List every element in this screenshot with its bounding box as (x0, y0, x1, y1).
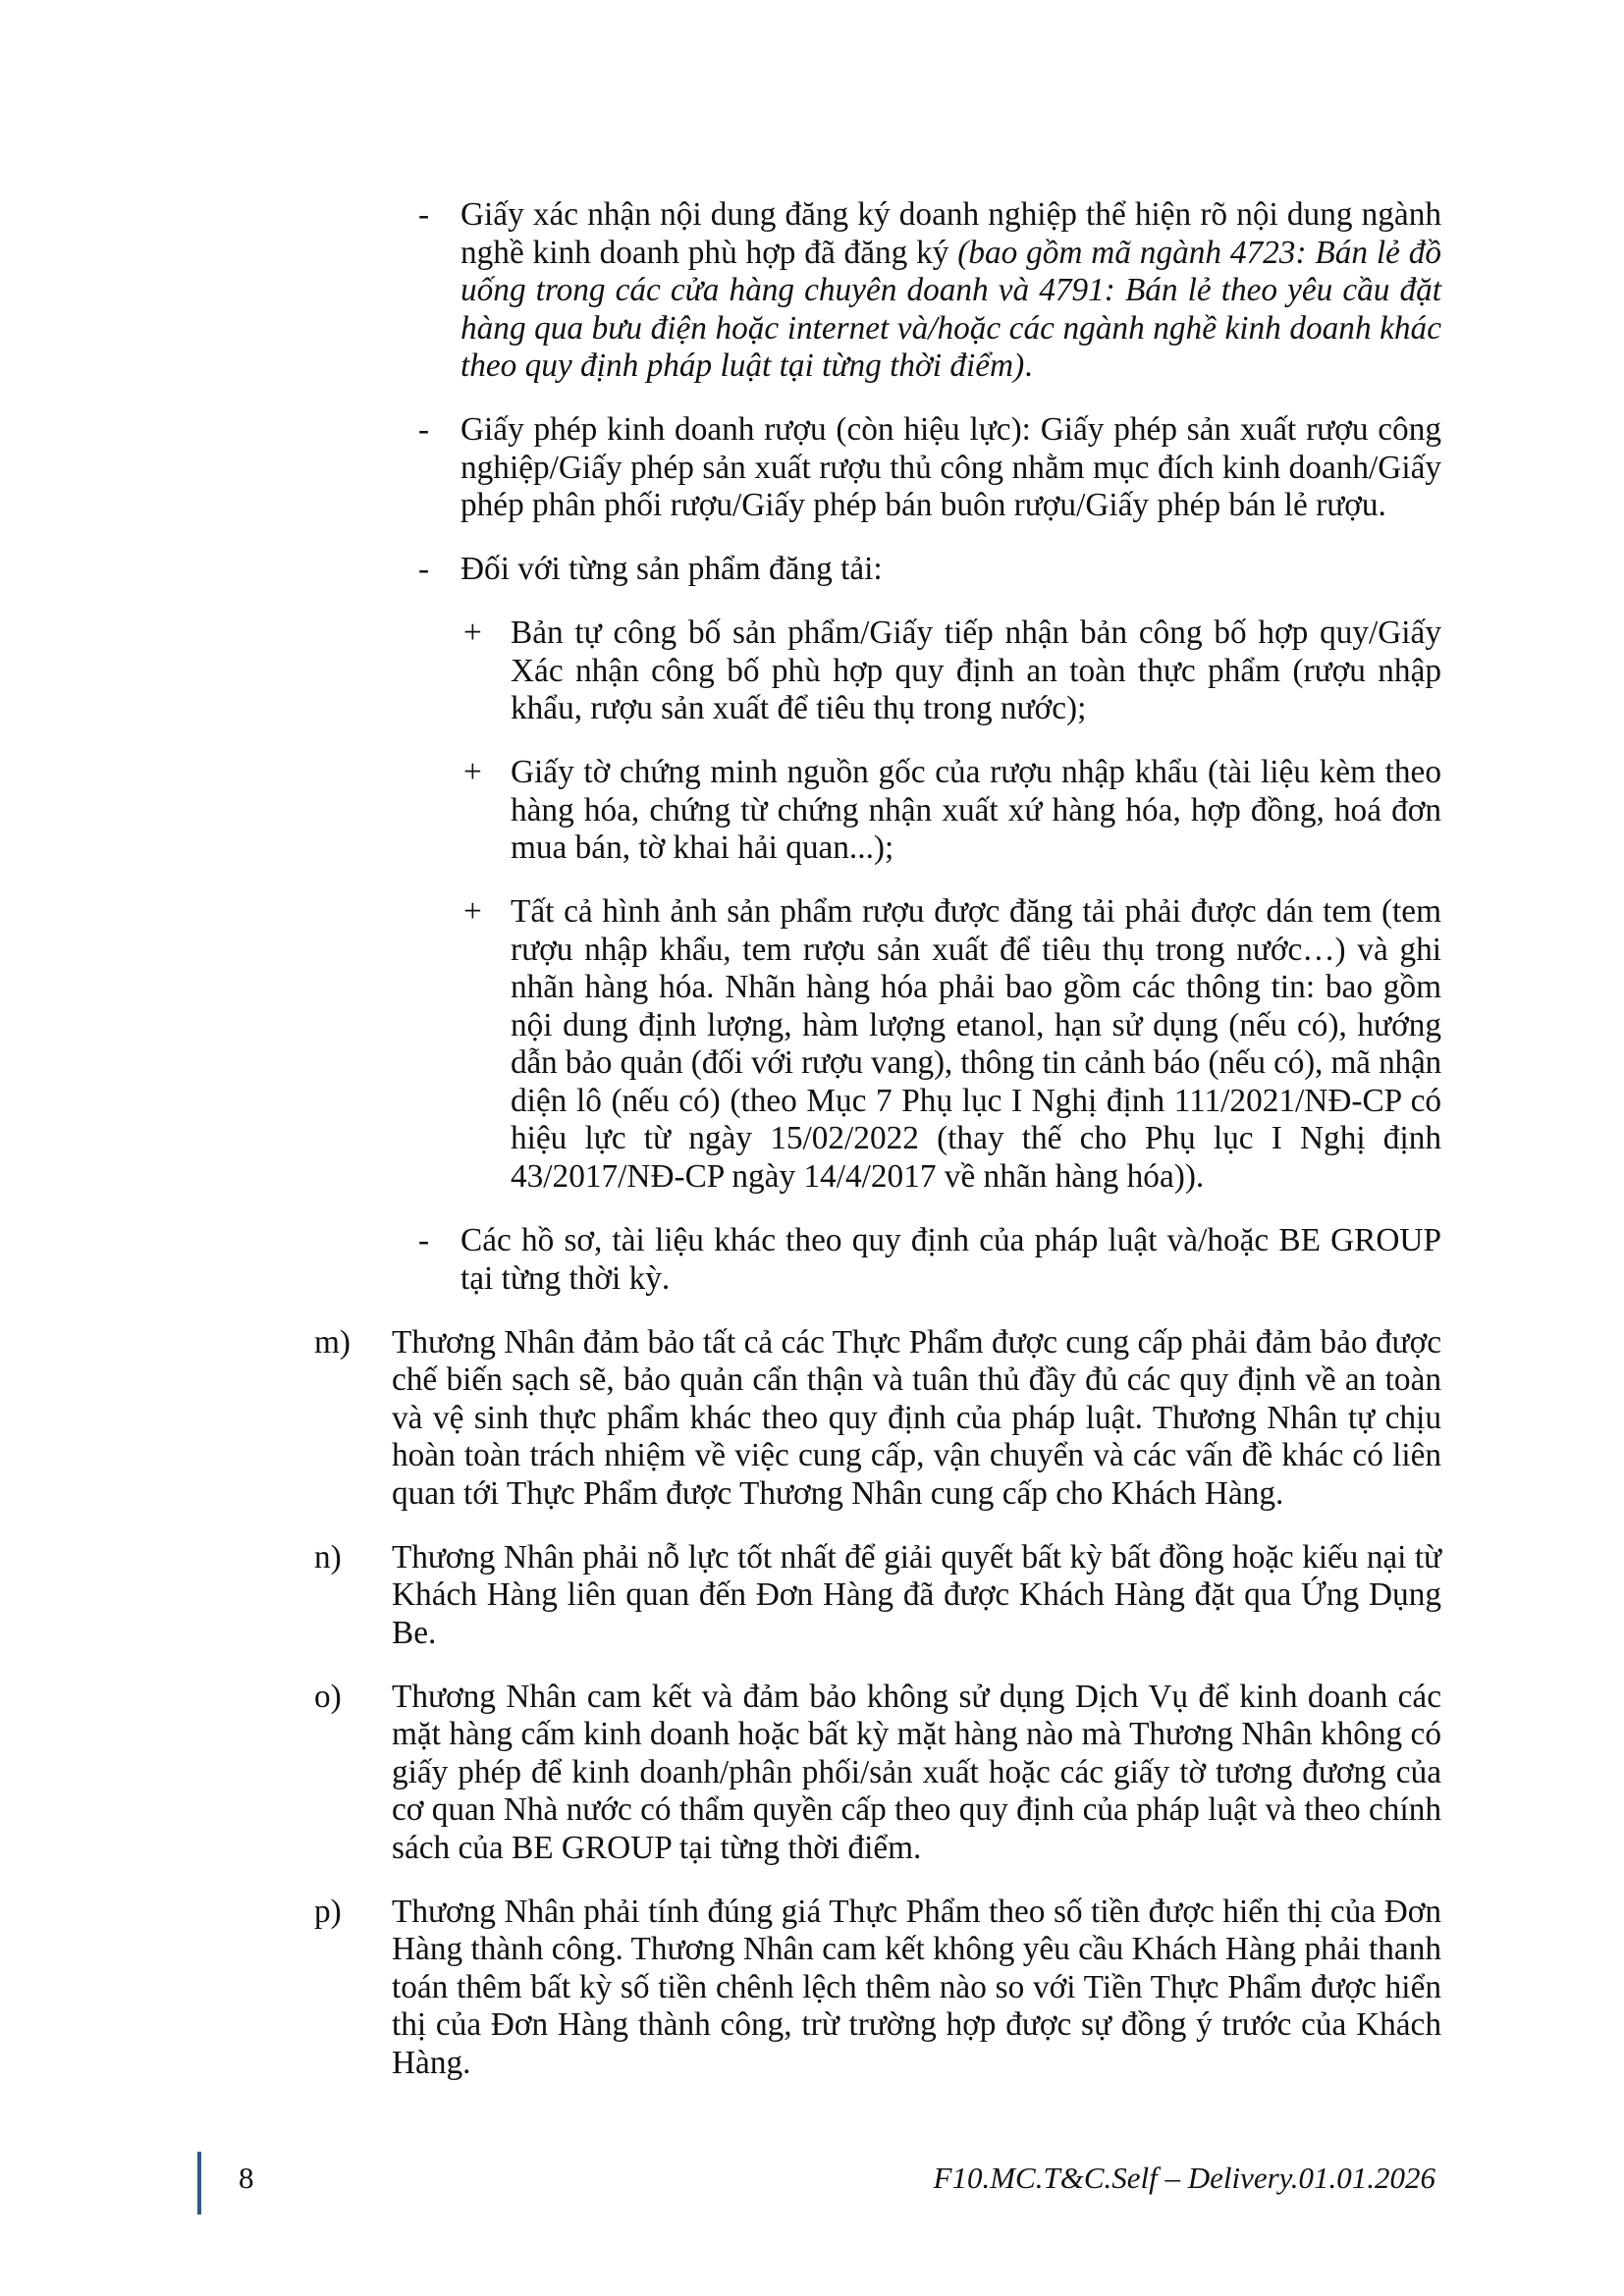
list-item-dash (0, 411, 1624, 525)
text-line: Be. (392, 1614, 437, 1651)
text-line: Giấy xác nhận nội dung đăng ký doanh nghiệp thể hiện rõ nội dung ngành (460, 196, 1441, 233)
text-segment: (bao gồm mã ngành 4723: Bán lẻ đồ (957, 234, 1441, 271)
text-line: cơ quan Nhà nước có thẩm quyền cấp theo quy định của pháp luật và theo chính (392, 1791, 1441, 1829)
list-marker: + (463, 754, 482, 791)
text-line: 43/2017/NĐ-CP ngày 14/4/2017 về nhãn hàng hóa)). (511, 1157, 1205, 1195)
text-line: Thương Nhân phải tính đúng giá Thực Phẩm theo số tiền được hiển thị của Đơn (392, 1893, 1441, 1930)
text-segment: nghề kinh doanh phù hợp đã đăng ký (460, 234, 958, 271)
text-segment: theo quy định pháp luật tại từng thời điểm) (460, 347, 1025, 384)
text-line: Thương Nhân cam kết và đảm bảo không sử dụng Dịch Vụ để kinh doanh các (392, 1678, 1441, 1715)
text-line (460, 235, 1441, 273)
text-line: toán thêm bất kỳ số tiền chênh lệch thêm nào so với Tiền Thực Phẩm được hiển (392, 1968, 1441, 2005)
text-line: Thương Nhân đảm bảo tất cả các Thực Phẩm được cung cấp phải đảm bảo được (392, 1323, 1441, 1361)
list-item-dash (0, 551, 1624, 589)
list-marker: - (418, 551, 430, 588)
text-line: Giấy tờ chứng minh nguồn gốc của rượu nhập khẩu (tài liệu kèm theo (511, 754, 1441, 791)
item-text (392, 1539, 1441, 1653)
text-segment: hàng qua bưu điện hoặc internet và/hoặc các ngành nghề kinh doanh khác (460, 309, 1441, 347)
item-text (460, 1222, 1441, 1298)
list-item-letter (0, 1539, 1624, 1653)
text-line (460, 347, 1441, 386)
list-marker: p) (314, 1893, 342, 1930)
text-line: Khách Hàng liên quan đến Đơn Hàng đã được Khách Hàng đặt qua Ứng Dụng (392, 1576, 1441, 1614)
text-line: Hàng thành công. Thương Nhân cam kết không yêu cầu Khách Hàng phải thanh (392, 1931, 1441, 1968)
text-line: sách của BE GROUP tại từng thời điểm. (392, 1829, 922, 1866)
list-marker: m) (314, 1323, 351, 1361)
item-text (511, 893, 1441, 1196)
document-body (0, 196, 1624, 2109)
text-line: hiệu lực từ ngày 15/02/2022 (thay thế cho Phụ lục I Nghị định (511, 1120, 1441, 1157)
list-marker: n) (314, 1538, 342, 1575)
list-item-dash (0, 196, 1624, 386)
item-text (460, 196, 1441, 386)
text-line: Xác nhận công bố phù hợp quy định an toàn thực phẩm (rượu nhập (511, 652, 1441, 689)
text-line: mua bán, tờ khai hải quan...); (511, 829, 894, 867)
text-line: chế biến sạch sẽ, bảo quản cẩn thận và tuân thủ đầy đủ các quy định về an toàn (392, 1362, 1441, 1399)
text-line: Bản tự công bố sản phẩm/Giấy tiếp nhận bản công bố hợp quy/Giấy (511, 614, 1441, 652)
text-line (460, 310, 1441, 348)
item-text (511, 614, 1441, 728)
text-line: hàng hóa, chứng từ chứng nhận xuất xứ hàng hóa, hợp đồng, hoá đơn (511, 791, 1441, 828)
text-line: Đối với từng sản phẩm đăng tải: (460, 551, 883, 588)
text-line: mặt hàng cấm kinh doanh hoặc bất kỳ mặt hàng nào mà Thương Nhân không có (392, 1716, 1441, 1753)
list-marker: o) (314, 1678, 342, 1715)
text-line: dẫn bảo quản (đối với rượu vang), thông tin cảnh báo (nếu có), mã nhận (511, 1044, 1441, 1082)
text-line: Tất cả hình ảnh sản phẩm rượu được đăng tải phải được dán tem (tem (511, 893, 1441, 931)
footer-accent-bar (197, 2152, 201, 2215)
text-line: rượu nhập khẩu, tem rượu sản xuất để tiêu thụ trong nước…) và ghi (511, 931, 1441, 968)
text-line: nghiệp/Giấy phép sản xuất rượu thủ công nhằm mục đích kinh doanh/Giấy (460, 449, 1441, 486)
list-item-letter (0, 1679, 1624, 1868)
text-line: và vệ sinh thực phẩm khác theo quy định của pháp luật. Thương Nhân tự chịu (392, 1399, 1441, 1436)
text-segment: uống trong các cửa hàng chuyên doanh và 4791: Bán lẻ theo yêu cầu đặt (460, 272, 1441, 308)
text-line: giấy phép để kinh doanh/phân phối/sản xuất hoặc các giấy tờ tương đương của (392, 1753, 1441, 1790)
list-marker: - (418, 196, 430, 233)
text-line: nhãn hàng hóa. Nhãn hàng hóa phải bao gồm các thông tin: bao gồm (511, 969, 1441, 1006)
text-segment: . (1024, 347, 1033, 384)
text-line: phép phân phối rượu/Giấy phép bán buôn rượu/Giấy phép bán lẻ rượu. (460, 487, 1386, 524)
list-item-plus (0, 614, 1624, 728)
text-line: thị của Đơn Hàng thành công, trừ trường hợp được sự đồng ý trước của Khách (392, 2006, 1441, 2044)
list-item-letter (0, 1324, 1624, 1514)
text-line: Các hồ sơ, tài liệu khác theo quy định của pháp luật và/hoặc BE GROUP (460, 1222, 1441, 1259)
text-line (460, 272, 1441, 310)
text-line: diện lô (nếu có) (theo Mục 7 Phụ lục I Nghị định 111/2021/NĐ-CP có (511, 1082, 1441, 1119)
item-text (460, 411, 1441, 525)
text-line: nội dung định lượng, hàm lượng etanol, hạn sử dụng (nếu có), hướng (511, 1006, 1441, 1043)
item-text (511, 754, 1441, 868)
document-code: F10.MC.T&C.Self – Delivery.01.01.2026 (933, 2161, 1435, 2195)
item-text (392, 1679, 1441, 1868)
item-text (460, 551, 1441, 589)
text-line: Giấy phép kinh doanh rượu (còn hiệu lực): Giấy phép sản xuất rượu công (460, 411, 1441, 449)
page-number: 8 (239, 2161, 254, 2195)
item-text (392, 1894, 1441, 2083)
list-item-dash (0, 1222, 1624, 1298)
text-line: tại từng thời kỳ. (460, 1259, 671, 1297)
text-line: khẩu, rượu sản xuất để tiêu thụ trong nước); (511, 690, 1087, 727)
list-item-plus (0, 754, 1624, 868)
text-line: Thương Nhân phải nỗ lực tốt nhất để giải quyết bất kỳ bất đồng hoặc kiếu nại từ (392, 1538, 1441, 1575)
text-line: quan tới Thực Phẩm được Thương Nhân cung cấp cho Khách Hàng. (392, 1474, 1284, 1512)
list-item-letter (0, 1894, 1624, 2083)
text-line: Hàng. (392, 2044, 471, 2081)
list-marker: - (418, 1222, 430, 1259)
list-item-plus (0, 893, 1624, 1196)
list-marker: + (463, 614, 482, 652)
list-marker: - (418, 411, 430, 449)
item-text (392, 1324, 1441, 1514)
text-line: hoàn toàn trách nhiệm về việc cung cấp, vận chuyển và các vấn đề khác có liên (392, 1437, 1441, 1474)
list-marker: + (463, 893, 482, 931)
